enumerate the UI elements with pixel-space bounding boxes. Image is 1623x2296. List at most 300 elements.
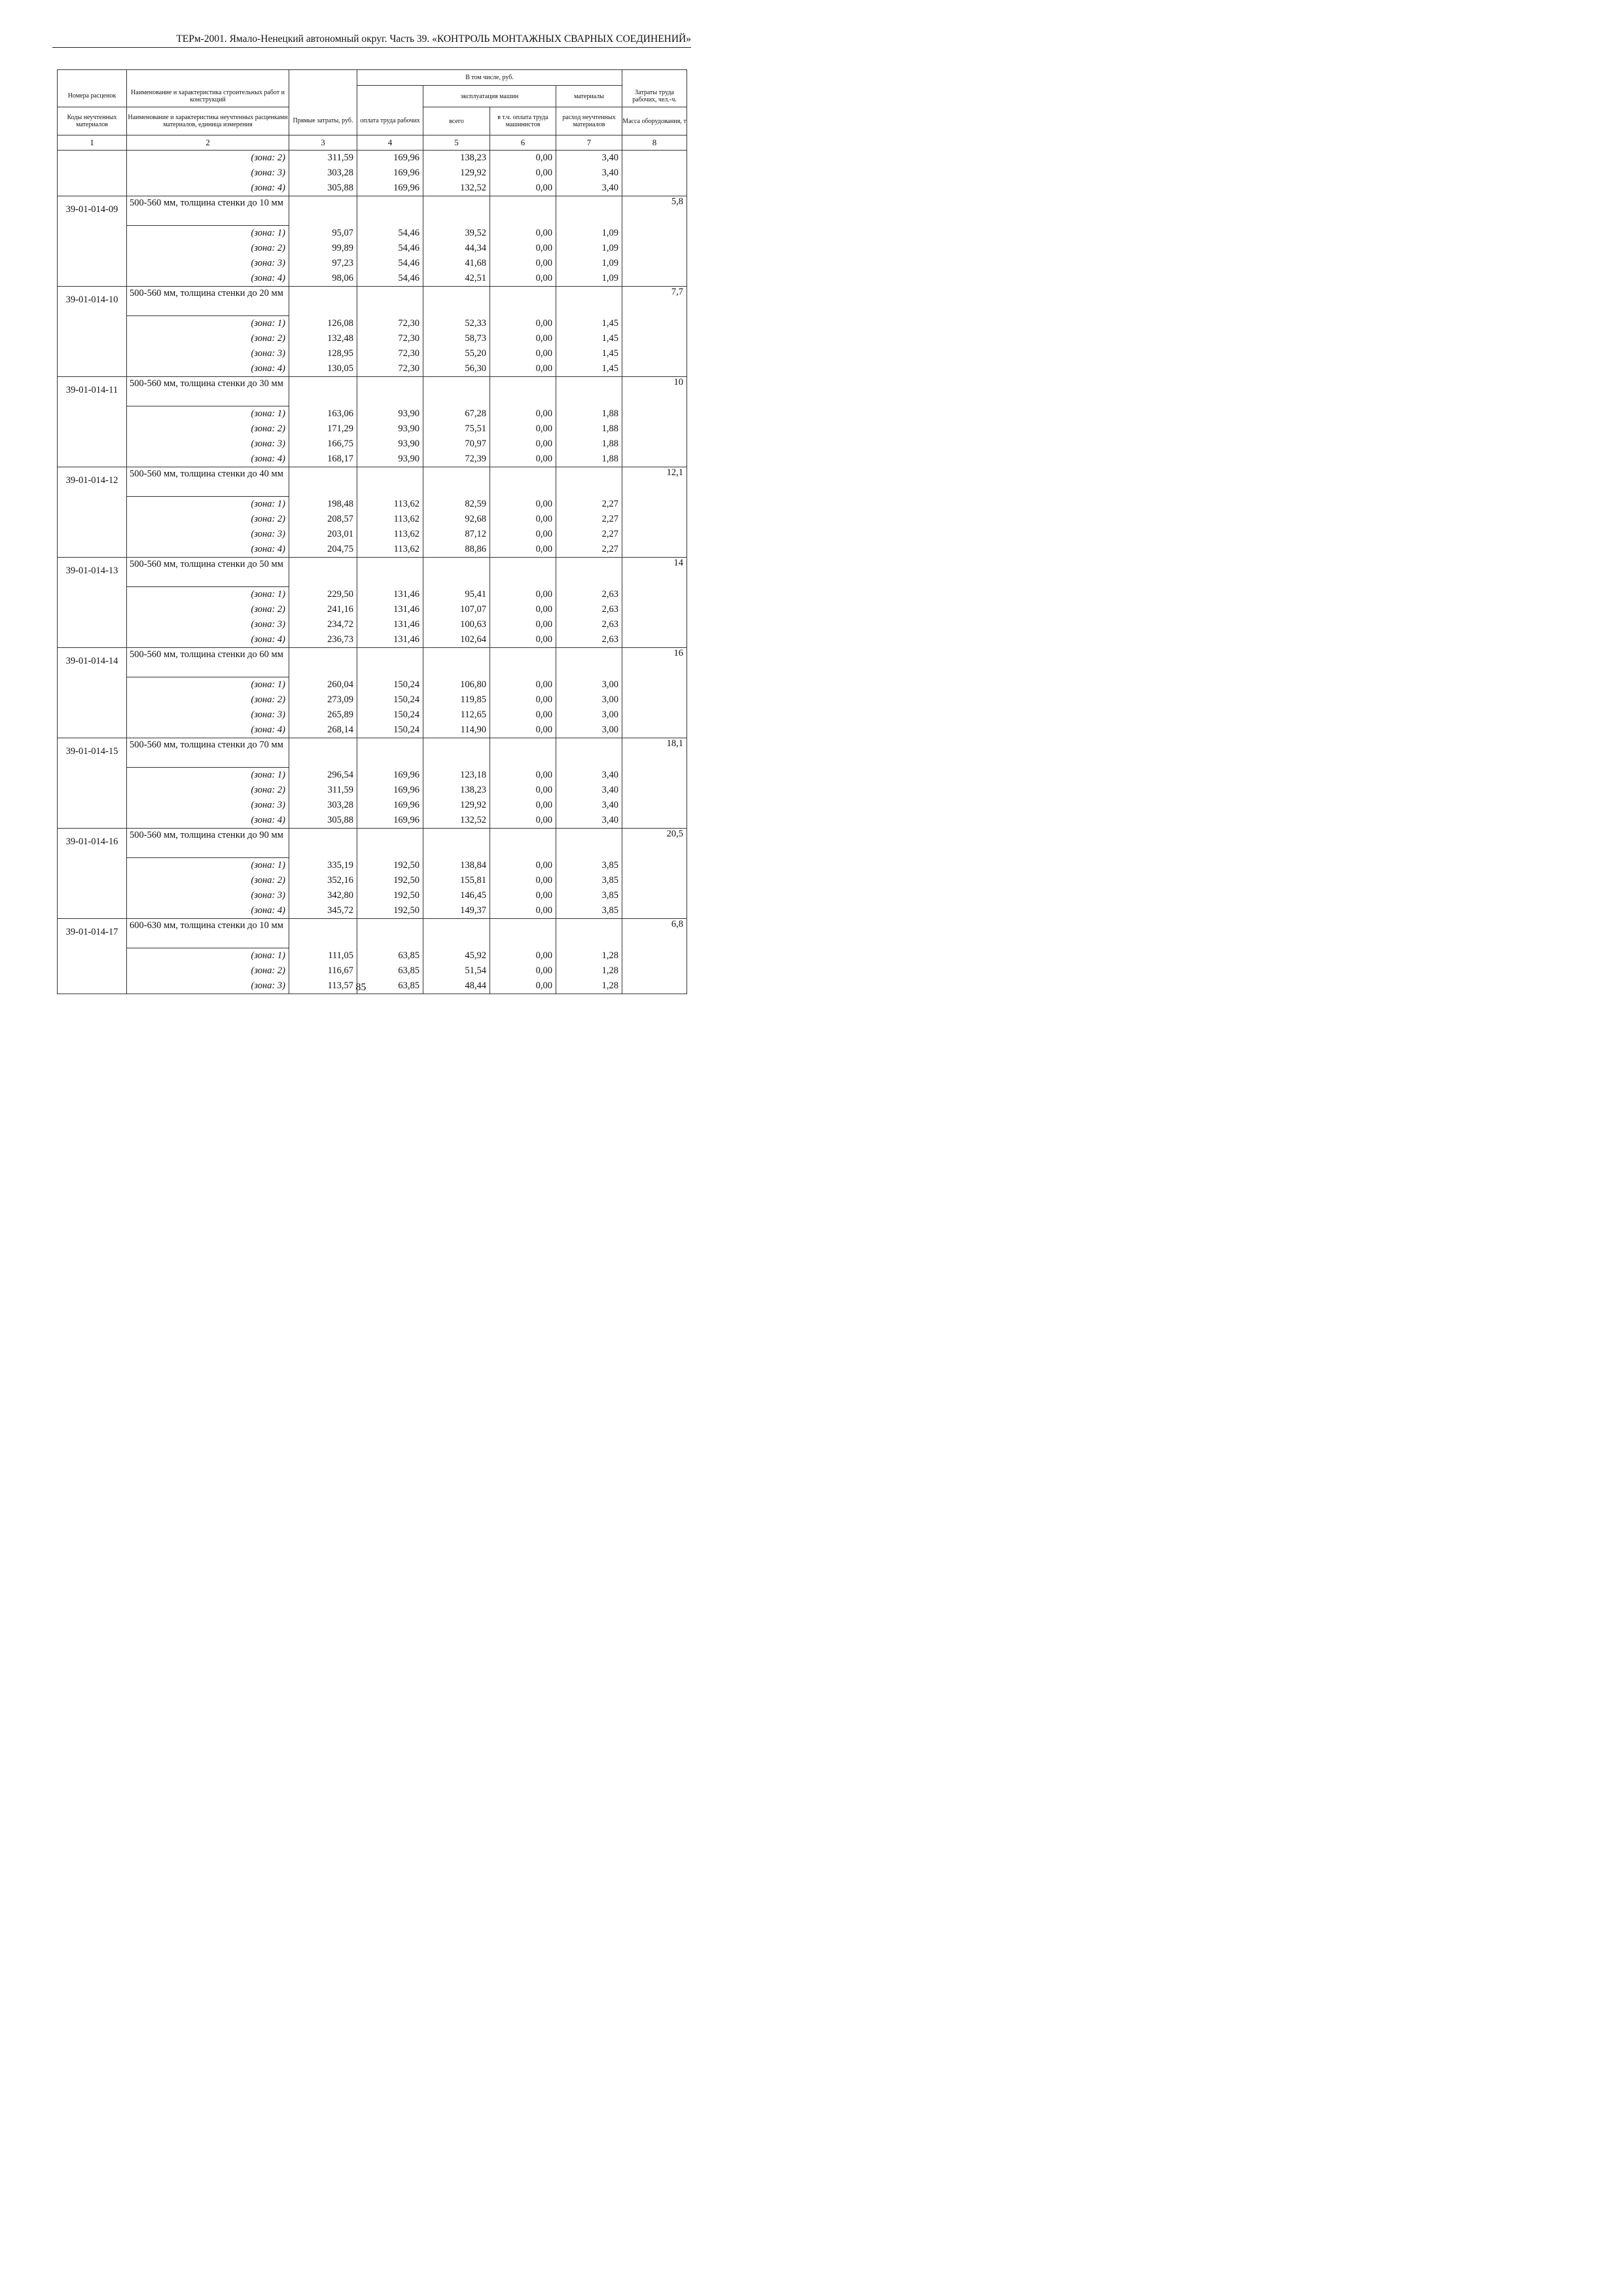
value-cell-empty xyxy=(289,829,357,858)
table-row xyxy=(58,241,687,256)
value-operators: 0,00 xyxy=(490,708,556,723)
value-cell-empty xyxy=(490,829,556,858)
value-operators: 0,00 xyxy=(490,768,556,783)
zone-label: (зона: 1) xyxy=(127,497,289,512)
table-row xyxy=(58,166,687,181)
table-row xyxy=(58,346,687,361)
value-materials: 1,45 xyxy=(556,361,622,377)
header-material-codes: Коды неучтенных материалов xyxy=(58,107,127,135)
table-row xyxy=(58,587,687,603)
value-materials: 2,63 xyxy=(556,617,622,632)
value-materials: 3,40 xyxy=(556,151,622,166)
value-cell-empty xyxy=(357,196,423,226)
value-machines: 48,44 xyxy=(423,978,490,994)
value-cell-empty xyxy=(357,377,423,406)
value-materials: 1,45 xyxy=(556,316,622,332)
zone-label: (зона: 1) xyxy=(127,316,289,332)
header-including: В том числе, руб. xyxy=(357,70,622,86)
value-direct: 303,28 xyxy=(289,798,357,813)
value-operators: 0,00 xyxy=(490,813,556,829)
table-row xyxy=(58,617,687,632)
value-operators: 0,00 xyxy=(490,617,556,632)
table-row xyxy=(58,196,687,226)
value-cell-empty xyxy=(289,196,357,226)
value-cell-empty xyxy=(490,196,556,226)
table-row xyxy=(58,422,687,437)
zone-label: (зона: 1) xyxy=(127,677,289,693)
value-materials: 1,88 xyxy=(556,406,622,422)
value-cell-empty xyxy=(357,738,423,768)
table-row xyxy=(58,873,687,888)
value-machines: 52,33 xyxy=(423,316,490,332)
value-machines: 119,85 xyxy=(423,692,490,708)
zone-label: (зона: 1) xyxy=(127,406,289,422)
table-row xyxy=(58,783,687,798)
table-row xyxy=(58,256,687,271)
mass-cell-empty xyxy=(622,166,687,181)
zone-label: (зона: 4) xyxy=(127,181,289,196)
value-cell-empty xyxy=(556,829,622,858)
value-machines: 114,90 xyxy=(423,723,490,738)
value-cell-empty xyxy=(423,377,490,406)
header-cell-labor-pay-top xyxy=(357,86,423,107)
zone-label: (зона: 2) xyxy=(127,241,289,256)
value-direct: 241,16 xyxy=(289,602,357,617)
value-machines: 45,92 xyxy=(423,948,490,964)
value-materials: 2,27 xyxy=(556,512,622,527)
header-machines: эксплуатация машин xyxy=(423,86,556,107)
value-operators: 0,00 xyxy=(490,888,556,903)
value-operators: 0,00 xyxy=(490,181,556,196)
value-labor: 93,90 xyxy=(357,422,423,437)
table-row xyxy=(58,287,687,316)
value-cell-empty xyxy=(490,287,556,316)
value-machines: 106,80 xyxy=(423,677,490,693)
rate-code: 39-01-014-16 xyxy=(58,829,127,919)
value-operators: 0,00 xyxy=(490,602,556,617)
value-operators: 0,00 xyxy=(490,903,556,919)
table-row xyxy=(58,452,687,467)
table-row xyxy=(58,829,687,858)
zone-label: (зона: 4) xyxy=(127,452,289,467)
equipment-mass: 12,1 xyxy=(622,467,687,558)
value-labor: 150,24 xyxy=(357,692,423,708)
header-cell-work-name-top xyxy=(127,70,289,86)
value-operators: 0,00 xyxy=(490,873,556,888)
value-direct: 130,05 xyxy=(289,361,357,377)
work-description: 600-630 мм, толщина стенки до 10 мм xyxy=(127,919,289,948)
value-labor: 63,85 xyxy=(357,978,423,994)
value-cell-empty xyxy=(357,558,423,587)
value-labor: 93,90 xyxy=(357,452,423,467)
value-cell-empty xyxy=(289,919,357,948)
value-cell-empty xyxy=(423,467,490,497)
value-machines: 100,63 xyxy=(423,617,490,632)
value-labor: 131,46 xyxy=(357,602,423,617)
zone-label: (зона: 4) xyxy=(127,813,289,829)
value-machines: 129,92 xyxy=(423,798,490,813)
value-materials: 2,63 xyxy=(556,602,622,617)
zone-label: (зона: 4) xyxy=(127,723,289,738)
value-materials: 1,09 xyxy=(556,271,622,287)
value-operators: 0,00 xyxy=(490,422,556,437)
value-labor: 113,62 xyxy=(357,527,423,542)
value-direct: 111,05 xyxy=(289,948,357,964)
table-row xyxy=(58,903,687,919)
value-machines: 44,34 xyxy=(423,241,490,256)
value-cell-empty xyxy=(289,738,357,768)
value-cell-empty xyxy=(357,287,423,316)
table-row xyxy=(58,963,687,978)
table-row xyxy=(58,151,687,166)
value-operators: 0,00 xyxy=(490,527,556,542)
value-direct: 163,06 xyxy=(289,406,357,422)
rate-code: 39-01-014-15 xyxy=(58,738,127,829)
value-operators: 0,00 xyxy=(490,151,556,166)
rate-code: 39-01-014-10 xyxy=(58,287,127,377)
zone-label: (зона: 1) xyxy=(127,587,289,603)
value-machines: 67,28 xyxy=(423,406,490,422)
value-labor: 72,30 xyxy=(357,316,423,332)
value-direct: 260,04 xyxy=(289,677,357,693)
value-machines: 55,20 xyxy=(423,346,490,361)
value-machines: 72,39 xyxy=(423,452,490,467)
value-operators: 0,00 xyxy=(490,406,556,422)
work-description: 500-560 мм, толщина стенки до 20 мм xyxy=(127,287,289,316)
value-machines: 112,65 xyxy=(423,708,490,723)
value-operators: 0,00 xyxy=(490,271,556,287)
work-description: 500-560 мм, толщина стенки до 10 мм xyxy=(127,196,289,226)
column-number: 5 xyxy=(423,135,490,151)
value-direct: 234,72 xyxy=(289,617,357,632)
value-labor: 169,96 xyxy=(357,151,423,166)
value-direct: 229,50 xyxy=(289,587,357,603)
value-cell-empty xyxy=(423,829,490,858)
value-materials: 3,40 xyxy=(556,798,622,813)
value-operators: 0,00 xyxy=(490,316,556,332)
value-cell-empty xyxy=(556,287,622,316)
table-row xyxy=(58,858,687,874)
value-materials: 2,63 xyxy=(556,632,622,648)
value-labor: 72,30 xyxy=(357,346,423,361)
header-rule xyxy=(52,47,691,48)
header-machines-total: всего xyxy=(423,107,490,135)
value-cell-empty xyxy=(423,919,490,948)
value-labor: 93,90 xyxy=(357,437,423,452)
table-row xyxy=(58,677,687,693)
value-labor: 72,30 xyxy=(357,331,423,346)
zone-label: (зона: 2) xyxy=(127,783,289,798)
zone-label: (зона: 3) xyxy=(127,617,289,632)
equipment-mass: 10 xyxy=(622,377,687,467)
value-machines: 87,12 xyxy=(423,527,490,542)
value-direct: 132,48 xyxy=(289,331,357,346)
value-machines: 146,45 xyxy=(423,888,490,903)
value-materials: 1,28 xyxy=(556,963,622,978)
table-row xyxy=(58,708,687,723)
value-labor: 192,50 xyxy=(357,858,423,874)
zone-label: (зона: 2) xyxy=(127,963,289,978)
equipment-mass: 18,1 xyxy=(622,738,687,829)
header-cell-labor-costs-top xyxy=(622,70,687,86)
value-operators: 0,00 xyxy=(490,166,556,181)
table-row xyxy=(58,377,687,406)
value-operators: 0,00 xyxy=(490,587,556,603)
value-machines: 102,64 xyxy=(423,632,490,648)
value-labor: 192,50 xyxy=(357,873,423,888)
value-materials: 1,88 xyxy=(556,422,622,437)
value-cell-empty xyxy=(357,829,423,858)
zone-label: (зона: 4) xyxy=(127,271,289,287)
header-direct-costs: Прямые затраты, руб. xyxy=(289,107,357,135)
value-operators: 0,00 xyxy=(490,346,556,361)
value-direct: 352,16 xyxy=(289,873,357,888)
value-operators: 0,00 xyxy=(490,632,556,648)
table-row xyxy=(58,919,687,948)
value-cell-empty xyxy=(490,467,556,497)
value-labor: 150,24 xyxy=(357,677,423,693)
table-row xyxy=(58,497,687,512)
equipment-mass: 14 xyxy=(622,558,687,648)
value-direct: 265,89 xyxy=(289,708,357,723)
value-machines: 138,84 xyxy=(423,858,490,874)
zone-label: (зона: 1) xyxy=(127,226,289,242)
zone-label: (зона: 3) xyxy=(127,798,289,813)
zone-label: (зона: 2) xyxy=(127,873,289,888)
value-cell-empty xyxy=(357,467,423,497)
value-direct: 345,72 xyxy=(289,903,357,919)
zone-label: (зона: 2) xyxy=(127,331,289,346)
value-machines: 56,30 xyxy=(423,361,490,377)
zone-label: (зона: 2) xyxy=(127,512,289,527)
value-labor: 131,46 xyxy=(357,617,423,632)
zone-label: (зона: 2) xyxy=(127,602,289,617)
table-row xyxy=(58,361,687,377)
value-machines: 155,81 xyxy=(423,873,490,888)
value-machines: 123,18 xyxy=(423,768,490,783)
value-direct: 97,23 xyxy=(289,256,357,271)
value-cell-empty xyxy=(289,287,357,316)
value-labor: 54,46 xyxy=(357,241,423,256)
value-materials: 3,00 xyxy=(556,677,622,693)
header-materials: материалы xyxy=(556,86,622,107)
rate-code: 39-01-014-11 xyxy=(58,377,127,467)
value-operators: 0,00 xyxy=(490,692,556,708)
work-description: 500-560 мм, толщина стенки до 70 мм xyxy=(127,738,289,768)
value-materials: 3,85 xyxy=(556,858,622,874)
value-operators: 0,00 xyxy=(490,978,556,994)
value-cell-empty xyxy=(556,196,622,226)
value-machines: 132,52 xyxy=(423,181,490,196)
work-description: 500-560 мм, толщина стенки до 40 мм xyxy=(127,467,289,497)
zone-label: (зона: 4) xyxy=(127,632,289,648)
value-materials: 3,40 xyxy=(556,166,622,181)
value-labor: 63,85 xyxy=(357,948,423,964)
value-cell-empty xyxy=(556,558,622,587)
work-description: 500-560 мм, толщина стенки до 30 мм xyxy=(127,377,289,406)
value-machines: 70,97 xyxy=(423,437,490,452)
value-cell-empty xyxy=(289,558,357,587)
column-number: 1 xyxy=(58,135,127,151)
zone-label: (зона: 2) xyxy=(127,692,289,708)
zone-label: (зона: 3) xyxy=(127,708,289,723)
value-materials: 3,00 xyxy=(556,692,622,708)
table-row xyxy=(58,768,687,783)
value-operators: 0,00 xyxy=(490,497,556,512)
value-labor: 169,96 xyxy=(357,798,423,813)
equipment-mass: 20,5 xyxy=(622,829,687,919)
header-rate-numbers: Номера расценок xyxy=(58,86,127,107)
work-description: 500-560 мм, толщина стенки до 50 мм xyxy=(127,558,289,587)
value-labor: 54,46 xyxy=(357,256,423,271)
zone-label: (зона: 2) xyxy=(127,422,289,437)
value-cell-empty xyxy=(357,919,423,948)
table-row xyxy=(58,406,687,422)
value-operators: 0,00 xyxy=(490,677,556,693)
value-materials: 3,40 xyxy=(556,813,622,829)
header-labor-pay: оплата труда рабочих xyxy=(357,107,423,135)
value-direct: 311,59 xyxy=(289,151,357,166)
value-machines: 92,68 xyxy=(423,512,490,527)
table-row xyxy=(58,467,687,497)
rate-code: 39-01-014-17 xyxy=(58,919,127,994)
value-operators: 0,00 xyxy=(490,226,556,242)
table-row xyxy=(58,798,687,813)
zone-label: (зона: 3) xyxy=(127,346,289,361)
value-cell-empty xyxy=(490,377,556,406)
value-cell-empty xyxy=(490,738,556,768)
value-direct: 335,19 xyxy=(289,858,357,874)
value-cell-empty xyxy=(490,648,556,677)
value-materials: 1,09 xyxy=(556,241,622,256)
value-materials: 1,45 xyxy=(556,346,622,361)
zone-label: (зона: 4) xyxy=(127,903,289,919)
value-materials: 2,27 xyxy=(556,527,622,542)
value-labor: 63,85 xyxy=(357,963,423,978)
column-number: 2 xyxy=(127,135,289,151)
value-operators: 0,00 xyxy=(490,948,556,964)
value-direct: 208,57 xyxy=(289,512,357,527)
header-work-name: Наименование и характеристика строительных работ и конструкций xyxy=(127,86,289,107)
value-materials: 3,40 xyxy=(556,783,622,798)
table-row xyxy=(58,558,687,587)
value-operators: 0,00 xyxy=(490,542,556,558)
value-direct: 171,29 xyxy=(289,422,357,437)
value-labor: 54,46 xyxy=(357,226,423,242)
value-materials: 1,88 xyxy=(556,452,622,467)
value-direct: 305,88 xyxy=(289,181,357,196)
value-direct: 98,06 xyxy=(289,271,357,287)
equipment-mass: 5,8 xyxy=(622,196,687,287)
value-direct: 273,09 xyxy=(289,692,357,708)
value-direct: 342,80 xyxy=(289,888,357,903)
header-cell-direct-top xyxy=(289,70,357,86)
value-operators: 0,00 xyxy=(490,798,556,813)
rate-code: 39-01-014-14 xyxy=(58,648,127,738)
value-cell-empty xyxy=(556,648,622,677)
equipment-mass: 6,8 xyxy=(622,919,687,994)
value-materials: 3,40 xyxy=(556,768,622,783)
zone-label: (зона: 3) xyxy=(127,888,289,903)
value-cell-empty xyxy=(423,287,490,316)
table-row xyxy=(58,271,687,287)
value-machines: 82,59 xyxy=(423,497,490,512)
value-materials: 1,09 xyxy=(556,226,622,242)
value-materials: 1,28 xyxy=(556,948,622,964)
zone-label: (зона: 3) xyxy=(127,256,289,271)
value-materials: 2,27 xyxy=(556,497,622,512)
value-cell-empty xyxy=(556,377,622,406)
value-operators: 0,00 xyxy=(490,452,556,467)
zone-label: (зона: 3) xyxy=(127,527,289,542)
value-cell-empty xyxy=(289,648,357,677)
column-number: 8 xyxy=(622,135,687,151)
value-direct: 311,59 xyxy=(289,783,357,798)
value-materials: 3,40 xyxy=(556,181,622,196)
value-operators: 0,00 xyxy=(490,331,556,346)
value-operators: 0,00 xyxy=(490,963,556,978)
value-labor: 113,62 xyxy=(357,542,423,558)
value-direct: 303,28 xyxy=(289,166,357,181)
table-row xyxy=(58,888,687,903)
value-direct: 305,88 xyxy=(289,813,357,829)
value-labor: 169,96 xyxy=(357,783,423,798)
value-machines: 138,23 xyxy=(423,783,490,798)
table-row xyxy=(58,692,687,708)
value-direct: 204,75 xyxy=(289,542,357,558)
value-cell-empty xyxy=(490,558,556,587)
value-direct: 95,07 xyxy=(289,226,357,242)
zone-label: (зона: 1) xyxy=(127,768,289,783)
zone-label: (зона: 2) xyxy=(127,151,289,166)
value-direct: 203,01 xyxy=(289,527,357,542)
table-row xyxy=(58,723,687,738)
value-direct: 128,95 xyxy=(289,346,357,361)
value-machines: 58,73 xyxy=(423,331,490,346)
value-labor: 192,50 xyxy=(357,903,423,919)
value-cell-empty xyxy=(423,196,490,226)
value-cell-empty xyxy=(423,558,490,587)
work-description: 500-560 мм, толщина стенки до 90 мм xyxy=(127,829,289,858)
value-cell-empty xyxy=(423,738,490,768)
value-machines: 41,68 xyxy=(423,256,490,271)
zone-label: (зона: 1) xyxy=(127,858,289,874)
code-cell-empty xyxy=(58,151,127,166)
value-cell-empty xyxy=(423,648,490,677)
table-row xyxy=(58,948,687,964)
table-row xyxy=(58,648,687,677)
value-materials: 2,63 xyxy=(556,587,622,603)
value-materials: 3,00 xyxy=(556,708,622,723)
value-materials: 1,45 xyxy=(556,331,622,346)
value-machines: 95,41 xyxy=(423,587,490,603)
value-cell-empty xyxy=(357,648,423,677)
value-direct: 268,14 xyxy=(289,723,357,738)
value-cell-empty xyxy=(556,467,622,497)
value-direct: 99,89 xyxy=(289,241,357,256)
value-cell-empty xyxy=(556,919,622,948)
table-row xyxy=(58,602,687,617)
value-direct: 126,08 xyxy=(289,316,357,332)
zone-label: (зона: 4) xyxy=(127,542,289,558)
rate-code: 39-01-014-12 xyxy=(58,467,127,558)
value-labor: 192,50 xyxy=(357,888,423,903)
value-direct: 236,73 xyxy=(289,632,357,648)
rate-code: 39-01-014-09 xyxy=(58,196,127,287)
value-labor: 113,62 xyxy=(357,497,423,512)
equipment-mass: 16 xyxy=(622,648,687,738)
header-labor-costs: Затраты труда рабочих, чел.-ч. xyxy=(622,86,687,107)
